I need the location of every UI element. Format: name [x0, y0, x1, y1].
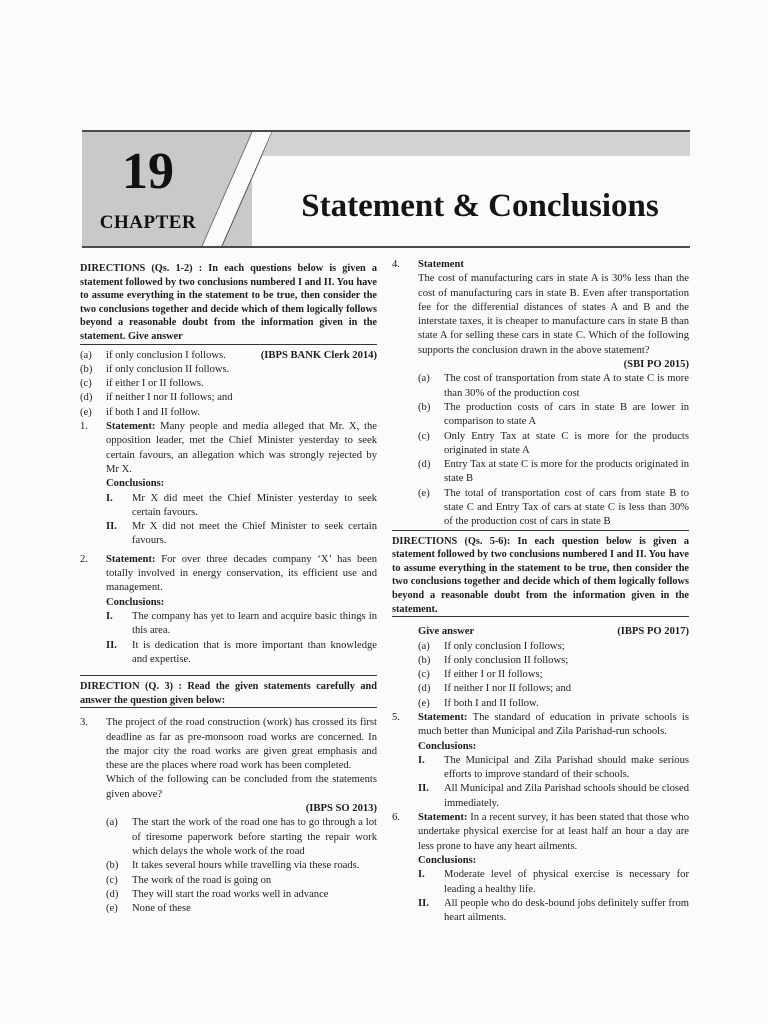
option-text: if neither I nor II follows; and	[106, 392, 233, 404]
option-row	[418, 654, 689, 668]
option-row	[80, 391, 377, 405]
question-number: 1.	[80, 421, 88, 433]
conclusion-row	[106, 610, 377, 639]
statement-text: The cost of manufacturing cars in state A is 30% less than the cost of manufacturing cars in state B. Even after transportation fee for the differential distances of states A and B and the interstate taxes, it is cheaper to manufacture cars in state B than state A for selling these cars in state C. Which of the following supports the conclusion drawn in the above statement?	[418, 273, 689, 356]
option-text: None of these	[132, 903, 191, 915]
option-label: (d)	[418, 683, 431, 695]
option-text: If either I or II follows;	[444, 669, 543, 681]
option-row	[80, 377, 377, 391]
option-label: (b)	[418, 401, 431, 413]
option-text: Only Entry Tax at state C is more for the products originated in state A	[444, 430, 689, 456]
option-text: If neither I nor II follows; and	[444, 683, 572, 695]
option-text: The start the work of the road one has to go through a lot of tiresome paperwork before starting the repair work which delays the whole work of the road	[132, 817, 377, 857]
option-label: (b)	[418, 654, 431, 666]
option-text: If only conclusion I follows;	[444, 640, 565, 652]
directions-q1-2: DIRECTIONS (Qs. 1-2) : In each questions below is given a statement followed by two conclusions numbered I and II. You have to assume everything in the statement to be true, then consider the two conclusions together and decide which of them logically follows beyond a reasonable doubt from the information given in the statement. Give answer	[80, 263, 377, 342]
option-row	[80, 363, 377, 377]
conclusion-text: Mr X did not meet the Chief Minister to seek certain favours.	[132, 521, 377, 547]
question-3	[80, 716, 377, 916]
left-column	[80, 262, 377, 916]
question-text: The project of the road construction (work) has crossed its first deadline as far as pre-monsoon road works are concerned. In the major city the road works are given great emphasis and these are the places where road work has been completed.	[106, 717, 377, 772]
directions-q5-6: DIRECTIONS (Qs. 5-6): In each question below is given a statement followed by two conclusions numbered I and II. You have to assume everything in the statement to be true, then consider the two conclusions together and decide which of them logically follows beyond a reasonable doubt from the information given in the statement.	[392, 535, 689, 615]
option-label: (a)	[106, 817, 118, 829]
question-2	[80, 553, 377, 667]
option-label: (b)	[80, 363, 93, 375]
chapter-title: Statement & Conclusions	[301, 188, 659, 224]
conclusion-label: I.	[106, 492, 113, 504]
conclusion-text: All Municipal and Zila Parishad schools should be closed immediately.	[444, 783, 689, 809]
conclusion-label: I.	[106, 610, 113, 622]
exam-tag: (IBPS PO 2017)	[617, 626, 689, 638]
conclusions-label: Conclusions:	[418, 854, 477, 866]
question-number: 6.	[392, 812, 400, 824]
question-1	[80, 420, 377, 549]
conclusion-label: II.	[418, 783, 429, 795]
option-label: (d)	[106, 888, 119, 900]
conclusion-text: All people who do desk-bound jobs definitely suffer from heart ailments.	[444, 897, 689, 924]
option-text: The work of the road is going on	[132, 874, 272, 886]
option-row	[80, 349, 377, 363]
question-number: 3.	[80, 717, 88, 729]
directions-q3: DIRECTION (Q. 3) : Read the given statements carefully and answer the question given below:	[80, 681, 377, 706]
chapter-label: CHAPTER	[99, 212, 197, 233]
option-label: (d)	[80, 392, 93, 404]
chapter-number: 19	[122, 143, 174, 200]
conclusion-label: I.	[418, 869, 425, 881]
conclusion-text: Mr X did meet the Chief Minister yesterday to seek certain favours.	[132, 492, 377, 518]
give-answer-label: Give answer	[418, 626, 475, 638]
question-6	[392, 811, 689, 925]
option-text: They will start the road works well in advance	[132, 888, 329, 900]
conclusion-label: I.	[418, 754, 425, 766]
option-row	[418, 372, 689, 401]
statement-label: Statement:	[418, 812, 468, 824]
option-text: If only conclusion II follows;	[444, 654, 569, 666]
option-label: (c)	[80, 378, 92, 390]
statement-label: Statement:	[106, 553, 156, 565]
option-text: Entry Tax at state C is more for the products originated in state B	[444, 459, 689, 485]
conclusion-label: II.	[106, 521, 117, 533]
option-text: if only conclusion I follows.	[106, 349, 226, 361]
option-row	[418, 430, 689, 459]
question-4	[392, 258, 689, 530]
option-row	[418, 401, 689, 430]
option-row	[418, 668, 689, 682]
give-answer-row	[418, 625, 689, 639]
option-label: (c)	[418, 430, 430, 442]
conclusion-row	[418, 897, 689, 926]
option-text: The production costs of cars in state B are lower in comparison to state A	[444, 401, 689, 428]
conclusions-label: Conclusions:	[106, 478, 165, 490]
option-row	[80, 406, 377, 420]
statement-label: Statement	[418, 259, 464, 270]
conclusion-label: II.	[418, 897, 429, 909]
question-number: 4.	[392, 259, 400, 270]
option-row	[418, 487, 689, 530]
conclusion-row	[106, 639, 377, 668]
option-label: (c)	[418, 669, 430, 681]
question-number: 5.	[392, 711, 400, 723]
conclusion-row	[106, 492, 377, 521]
question-5	[392, 711, 689, 811]
option-label: (a)	[418, 373, 430, 385]
exam-tag: (SBI PO 2015)	[623, 359, 689, 371]
option-label: (b)	[106, 860, 119, 872]
conclusion-label: II.	[106, 639, 117, 651]
conclusion-row	[418, 782, 689, 811]
right-column	[392, 258, 689, 925]
option-row	[418, 458, 689, 487]
statement-text: Many people and media alleged that Mr. X, the opposition leader, met the Chief Minister yesterday to seek certain favours, an allegation which was strongly rejected by Mr X.	[106, 421, 377, 475]
option-text: The total of transportation cost of cars from state B to state C and Entry Tax of cars at state C is less than 30% of the production cost of cars in state B	[444, 487, 689, 528]
option-label: (e)	[106, 903, 118, 915]
option-row	[418, 682, 689, 696]
option-label: (a)	[418, 640, 430, 652]
exam-tag: (IBPS BANK Clerk 2014)	[260, 349, 377, 361]
option-row	[418, 697, 689, 711]
option-label: (d)	[418, 459, 431, 471]
question-number: 2.	[80, 553, 88, 565]
option-row	[418, 640, 689, 654]
option-label: (e)	[418, 487, 430, 499]
option-text: if both I and II follow.	[106, 406, 201, 418]
exam-tag: (IBPS SO 2013)	[305, 803, 377, 815]
option-row	[106, 859, 377, 873]
option-text: if either I or II follows.	[106, 378, 204, 390]
option-text: It takes several hours while travelling via these roads.	[132, 860, 360, 872]
conclusion-text: It is dedication that is more important than knowledge and expertise.	[132, 639, 377, 665]
question-prompt: Which of the following can be concluded from the statements given above?	[106, 774, 377, 800]
option-row	[106, 888, 377, 902]
option-label: (e)	[418, 697, 430, 709]
conclusions-label: Conclusions:	[106, 596, 165, 608]
conclusion-row	[418, 754, 689, 783]
statement-text: In a recent survey, it has been stated that those who undertake physical exercise for at least half an hour a day are less prone to have any heart ailments.	[418, 812, 689, 852]
statement-label: Statement:	[106, 421, 156, 433]
header-bottom-rule	[82, 246, 690, 248]
conclusions-label: Conclusions:	[418, 740, 477, 752]
statement-text: The standard of education in private schools is much better than Municipal and Zila Parishad-run schools.	[418, 711, 689, 738]
conclusion-row	[418, 868, 689, 897]
option-label: (c)	[106, 874, 118, 886]
option-label: (e)	[80, 406, 92, 418]
option-text: The cost of transportation from state A to state C is more than 30% of the production cost	[444, 373, 689, 399]
option-row	[106, 902, 377, 916]
option-label: (a)	[80, 349, 92, 361]
option-row	[106, 874, 377, 888]
statement-text: For over three decades company ‘X’ has been totally involved in energy conservation, its efficient use and management.	[106, 553, 377, 594]
conclusion-text: Moderate level of physical exercise is necessary for leading a healthy life.	[444, 869, 689, 895]
option-row	[106, 816, 377, 859]
conclusion-text: The company has yet to learn and acquire basic things in this area.	[132, 610, 377, 637]
chapter-header	[82, 130, 690, 248]
conclusion-text: The Municipal and Zila Parishad should make serious efforts to improve standard of their schools.	[444, 754, 689, 781]
option-text: If both I and II follow.	[444, 697, 539, 709]
conclusion-row	[106, 520, 377, 549]
statement-label: Statement:	[418, 711, 468, 723]
option-text: if only conclusion II follows.	[106, 363, 230, 375]
